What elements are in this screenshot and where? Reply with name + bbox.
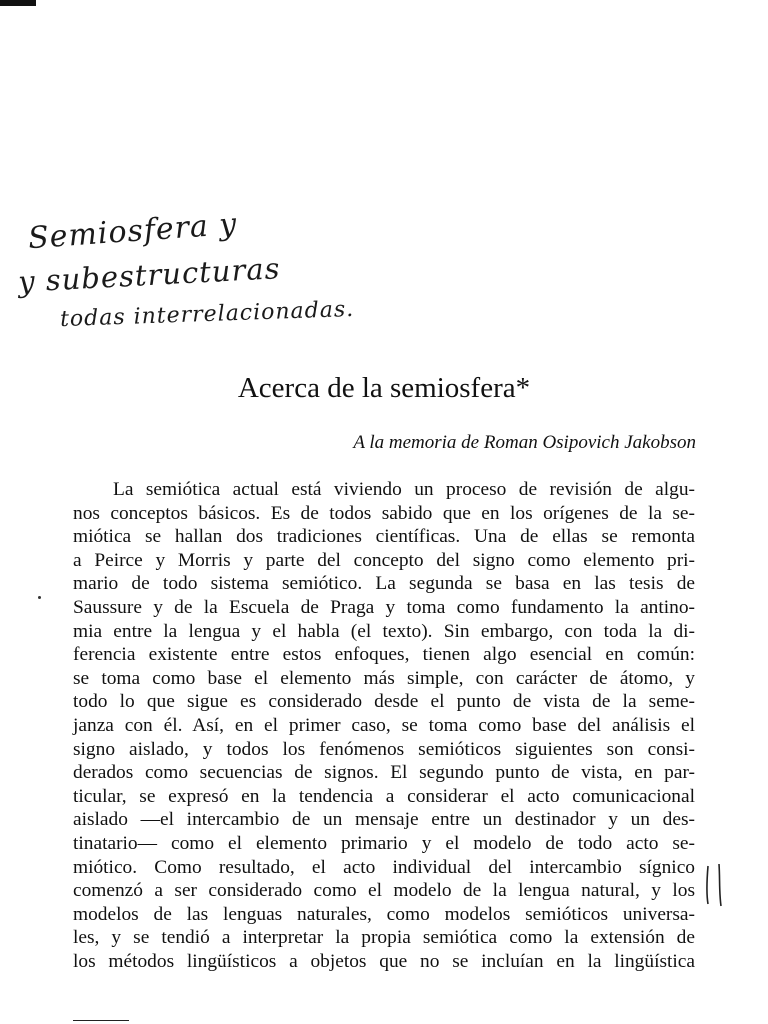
handwritten-line-3: todas interrelacionadas. xyxy=(59,296,355,333)
body-line: signo aislado, y todos los fenómenos semióticos siguientes son consi- xyxy=(73,738,695,760)
handwritten-line-1: Semiosfera y xyxy=(27,206,239,257)
body-line: les, y se tendió a interpretar la propia semiótica como la extensión de xyxy=(73,927,695,949)
body-line: ticular, se expresó en la tendencia a considerar el acto comunicacional xyxy=(73,785,695,807)
body-line: Saussure y de la Escuela de Praga y toma como fundamento la antino- xyxy=(73,596,695,618)
margin-mark-bars xyxy=(702,862,728,908)
body-line: a Peirce y Morris y parte del concepto del signo como elemento pri- xyxy=(73,549,695,571)
body-line: comenzó a ser considerado como el modelo de la lengua natural, y los xyxy=(73,880,695,902)
handwritten-line-2: y subestructuras xyxy=(17,251,282,299)
body-line: ferencia existente entre estos enfoques, tienen algo esencial en común: xyxy=(73,644,695,666)
body-line: mia entre la lengua y el habla (el texto). Sin embargo, con toda la di- xyxy=(73,620,695,642)
body-line: La semiótica actual está viviendo un proceso de revisión de algu- xyxy=(113,479,695,500)
body-line: miótica se hallan dos tradiciones científicas. Una de ellas se remonta xyxy=(73,526,695,548)
page-title: Acerca de la semiosfera* xyxy=(237,372,531,404)
body-line: janza con él. Así, en el primer caso, se toma como base del análisis el xyxy=(73,714,695,736)
body-line: derados como secuencias de signos. El segundo punto de vista, en par- xyxy=(73,762,695,784)
body-line: aislado —el intercambio de un mensaje entre un destinador y un des- xyxy=(73,809,695,831)
margin-mark-dot xyxy=(38,596,41,599)
body-paragraph xyxy=(73,478,695,973)
body-line: todo lo que sigue es considerado desde el punto de vista de la seme- xyxy=(73,691,695,713)
body-line: modelos de las lenguas naturales, como modelos semióticos universa- xyxy=(73,903,695,925)
handwritten-annotation xyxy=(17,206,358,345)
footnote-rule xyxy=(73,1020,129,1021)
body-line: mario de todo sistema semiótico. La segunda se basa en las tesis de xyxy=(73,573,695,595)
body-line: nos conceptos básicos. Es de todos sabido que en los orígenes de la se- xyxy=(73,502,695,524)
body-line: se toma como base el elemento más simple, con carácter de átomo, y xyxy=(73,667,695,689)
scan-corner-mark xyxy=(0,0,36,6)
body-line: tinatario— como el elemento primario y el modelo de todo acto se- xyxy=(73,832,695,854)
body-line: los métodos lingüísticos a objetos que no se incluían en la lingüística xyxy=(73,950,695,972)
body-line: miótico. Como resultado, el acto individual del intercambio sígnico xyxy=(73,856,695,878)
dedication: A la memoria de Roman Osipovich Jakobson xyxy=(353,432,696,453)
